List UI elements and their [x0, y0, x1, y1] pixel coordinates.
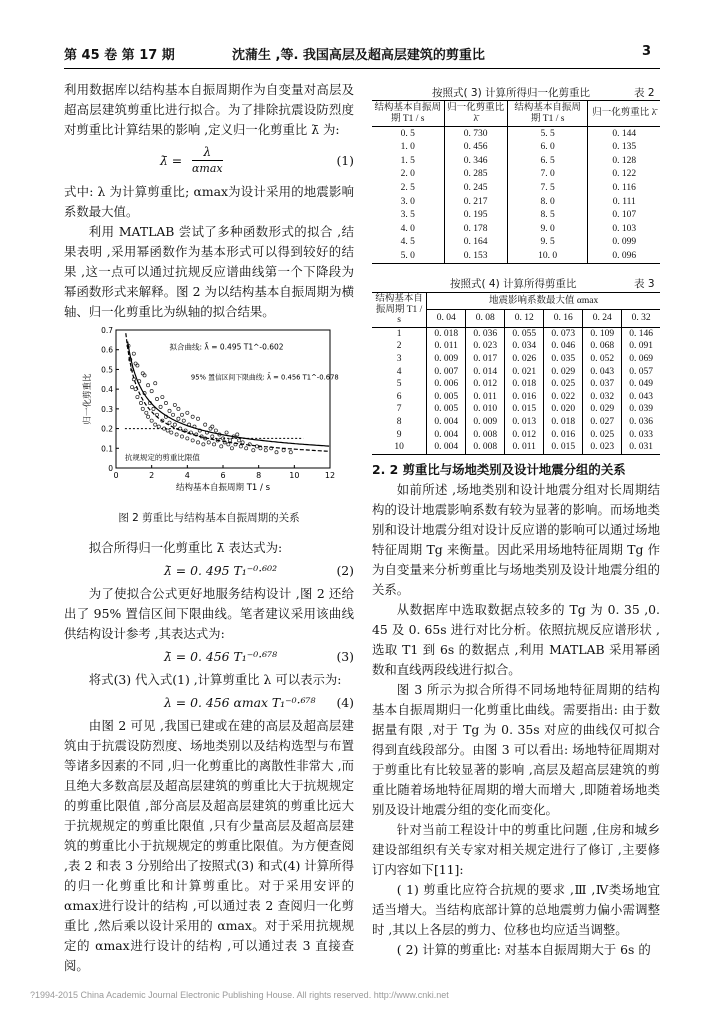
data-point: [209, 427, 212, 430]
x-tick-label: 12: [324, 471, 336, 480]
table-cell: 0. 346: [444, 154, 507, 168]
data-point: [191, 415, 194, 418]
data-point: [159, 405, 162, 408]
table-cell: 0. 122: [612, 169, 637, 180]
table-row: [372, 353, 660, 366]
eq3-expression: λ̄ = 0. 456 T₁⁻⁰·⁶⁷⁸: [164, 649, 278, 664]
table-cell: 0. 005: [427, 391, 466, 404]
table-cell: 1: [372, 327, 427, 340]
table-cell: 0. 016: [544, 429, 583, 442]
table-cell: 0. 011: [505, 441, 544, 454]
table-row: [372, 141, 660, 155]
table-cell: 0. 456: [444, 141, 507, 155]
table-row: [372, 209, 660, 223]
paragraph: 为了使拟合公式更好地服务结构设计 ,图 2 还给出了 95% 置信区间下限曲线。笔者建议采用该曲线供结构设计参考 ,其表达式为:: [64, 586, 354, 641]
table-row: [372, 154, 660, 168]
header-rule: [64, 68, 660, 69]
paragraph: 拟合所得归一化剪重比 λ̄ 表达式为:: [88, 540, 283, 555]
x-tick-label: 4: [184, 471, 190, 480]
data-point: [186, 411, 189, 414]
table-cell: 0. 195: [444, 209, 507, 223]
table-cell: 0. 029: [583, 403, 622, 416]
paragraph: 如前所述 ,场地类别和设计地震分组对长周期结构的设计地震影响系数有较为显著的影响。而场地类别和设计地震分组对设计反应谱的影响可以通过场地特征周期 Tg 来衡量。因此采用场地特征周期 Tg 作为自变量来分析剪重比与场地类别及设计地震分组的关系。: [372, 482, 660, 597]
table-cell: 0. 073: [544, 327, 583, 340]
left-column-bottom: [64, 538, 354, 976]
table-cell: 0. 007: [427, 366, 466, 379]
table-cell: 0. 111: [612, 196, 636, 207]
table-cell: 0. 004: [427, 441, 466, 454]
table-row: [372, 195, 660, 209]
table-cell: 10. 0: [507, 250, 588, 264]
y-tick-label: 0.1: [101, 444, 113, 454]
y-tick-label: 0.3: [101, 404, 113, 414]
data-point: [134, 362, 137, 365]
data-point: [170, 431, 173, 434]
data-point: [132, 352, 135, 355]
data-point: [227, 443, 230, 446]
table-cell: 0. 011: [427, 340, 466, 353]
table-cell: 0. 026: [505, 353, 544, 366]
table-cell: 0. 015: [544, 441, 583, 454]
y-tick-label: 0.5: [101, 365, 113, 375]
table-cell: 0. 099: [612, 237, 637, 248]
data-point: [130, 386, 133, 389]
table-cell: 0. 5: [372, 127, 444, 141]
data-point: [212, 443, 215, 446]
table-cell: 0. 009: [466, 416, 505, 429]
data-point: [186, 437, 189, 440]
y-tick-label: 0.7: [101, 326, 113, 335]
table-cell: 0. 034: [505, 340, 544, 353]
table-cell: 0. 008: [466, 429, 505, 442]
t2-header: 归一化剪重比 λ̄: [444, 101, 507, 127]
running-title: 沈蒲生 ,等. 我国高层及超高层建筑的剪重比: [232, 48, 485, 63]
table-row: [372, 441, 660, 454]
table-cell: 8. 5: [507, 209, 588, 223]
table-2: [372, 100, 660, 264]
t3-header-alpha: 地震影响系数最大值 αmax: [427, 293, 660, 310]
table-cell: 0. 008: [466, 441, 505, 454]
table-row: [372, 416, 660, 429]
data-point: [147, 415, 150, 418]
table-cell: 9. 0: [507, 222, 588, 236]
table-cell: 0. 036: [466, 327, 505, 340]
table-cell: 0. 035: [544, 353, 583, 366]
t3-subheader: 0. 08: [466, 310, 505, 327]
t3-header-period: 结构基本自振周期 T1 / s: [372, 293, 427, 328]
table-row: [372, 327, 660, 340]
table-cell: 0. 009: [427, 353, 466, 366]
figure-caption: 图 2 剪重比与结构基本自振周期的关系: [118, 512, 300, 524]
table-row: [372, 366, 660, 379]
table-cell: 0. 015: [505, 403, 544, 416]
section-heading: 2. 2 剪重比与场地类别及设计地震分组的关系: [372, 462, 626, 477]
table-cell: 1. 0: [372, 141, 444, 155]
table-cell: 3. 0: [372, 195, 444, 209]
table3-body: [372, 327, 660, 454]
table-cell: 0. 068: [583, 340, 622, 353]
data-point: [143, 374, 146, 377]
x-tick-label: 6: [220, 471, 226, 480]
data-point: [191, 439, 194, 442]
data-point: [196, 441, 199, 444]
data-point: [150, 390, 153, 393]
figure-2-chart: [64, 322, 354, 500]
x-tick-label: 2: [149, 471, 155, 480]
data-point: [168, 421, 171, 424]
page-number: 3: [642, 44, 652, 59]
table-cell: 0. 039: [629, 404, 653, 415]
data-point: [275, 451, 278, 454]
table-cell: 5: [372, 378, 427, 391]
data-point: [155, 397, 158, 400]
copyright-footer: ?1994-2015 China Academic Journal Electronic Publishing House. All rights reserved. http://www.cnki.net: [30, 990, 449, 1000]
table-cell: 5. 0: [372, 250, 444, 264]
table-cell: 0. 023: [466, 340, 505, 353]
eq1-number: (1): [336, 153, 354, 168]
data-point: [211, 435, 214, 438]
data-point: [147, 384, 150, 387]
table-cell: 2. 0: [372, 168, 444, 182]
table-row: [372, 222, 660, 236]
table-3: [372, 292, 660, 455]
table-row: [372, 391, 660, 404]
table-row: [372, 236, 660, 250]
table-cell: 0. 128: [612, 155, 637, 166]
data-point: [166, 429, 169, 432]
table-row: [372, 340, 660, 353]
table-cell: 0. 016: [505, 391, 544, 404]
table-cell: 0. 010: [466, 403, 505, 416]
table-cell: 0. 004: [427, 429, 466, 442]
data-point: [175, 433, 178, 436]
paragraph: 针对当前工程设计中的剪重比问题 ,住房和城乡建设部组织有关专家对相关规定进行了修订 ,主要修订内容如下[11]:: [372, 822, 660, 877]
table-cell: 0. 153: [444, 250, 507, 264]
table-row: [372, 429, 660, 442]
t3-subheader: 0. 16: [544, 310, 583, 327]
data-point: [204, 423, 207, 426]
fit-curve: [128, 342, 330, 447]
t3-subheader: 0. 24: [583, 310, 622, 327]
table-cell: 0. 018: [505, 378, 544, 391]
table-cell: 0. 043: [629, 391, 653, 402]
equation-3: [64, 646, 354, 668]
table-cell: 9: [372, 429, 427, 442]
data-point: [202, 443, 205, 446]
data-point: [282, 449, 285, 452]
table3-caption: 按照式( 4) 计算所得剪重比: [450, 278, 577, 290]
paragraph: 将式(3) 代入式(1) ,计算剪重比 λ 可以表示为:: [88, 672, 342, 687]
eq2-expression: λ̄ = 0. 495 T₁⁻⁰·⁶⁰²: [164, 563, 278, 578]
data-point: [164, 401, 167, 404]
table-cell: 0. 018: [544, 416, 583, 429]
y-tick-label: 0.4: [101, 385, 113, 395]
y-tick-label: 0: [108, 464, 113, 473]
table-cell: 8: [372, 416, 427, 429]
y-axis-label: 归一化剪重比: [83, 373, 93, 425]
lower-annotation: 95% 置信区间下限曲线: λ̄ = 0.456 T1^-0.678: [190, 373, 339, 382]
table-cell: 0. 116: [612, 183, 636, 194]
table-cell: 0. 025: [544, 378, 583, 391]
table-cell: 7: [372, 403, 427, 416]
table-cell: 0. 217: [444, 195, 507, 209]
eq4-expression: λ = 0. 456 αmax T₁⁻⁰·⁶⁷⁸: [164, 695, 316, 710]
table-cell: 0. 018: [427, 327, 466, 340]
eq4-number: (4): [336, 695, 354, 710]
eq1-lhs: λ̄ =: [160, 153, 183, 168]
data-point: [177, 407, 180, 410]
table-cell: 2. 5: [372, 182, 444, 196]
table-cell: 0. 057: [629, 366, 653, 377]
equation-2: [64, 560, 354, 582]
data-point: [229, 439, 232, 442]
data-point: [145, 411, 148, 414]
table-cell: 6. 5: [507, 154, 588, 168]
data-point: [136, 395, 139, 398]
table-cell: 0. 055: [505, 327, 544, 340]
table-cell: 0. 020: [544, 403, 583, 416]
eq3-number: (3): [336, 649, 354, 664]
data-point: [154, 382, 157, 385]
t2-header: 结构基本自振周期 T1 / s: [372, 101, 444, 127]
paragraph: ( 1) 剪重比应符合抗规的要求 ,Ⅲ ,Ⅳ类场地宜适当增大。当结构底部计算的总地震剪力偏小需调整时 ,其以上各层的剪力、位移也均应适当调整。: [372, 882, 660, 937]
table-cell: 0. 091: [629, 341, 653, 352]
data-point: [161, 395, 164, 398]
t3-subheader: 0. 04: [427, 310, 466, 327]
data-point: [239, 445, 242, 448]
data-point: [259, 447, 262, 450]
eq1-fraction: [192, 144, 223, 177]
x-tick-label: 8: [256, 471, 262, 480]
data-point: [245, 447, 248, 450]
table-cell: 0. 037: [583, 378, 622, 391]
table-cell: 0. 052: [583, 353, 622, 366]
x-tick-label: 0: [113, 471, 119, 480]
data-point: [154, 423, 157, 426]
table-cell: 0. 017: [466, 353, 505, 366]
data-point: [182, 419, 185, 422]
data-point: [168, 409, 171, 412]
table-cell: 0. 013: [505, 416, 544, 429]
data-point: [289, 451, 292, 454]
table-cell: 0. 023: [583, 441, 622, 454]
table-cell: 5. 5: [507, 127, 588, 141]
table-cell: 0. 043: [583, 366, 622, 379]
table-cell: 4. 0: [372, 222, 444, 236]
table-row: [372, 127, 660, 141]
equation-4: [64, 692, 354, 714]
paragraph: 利用 MATLAB 尝试了多种函数形式的拟合 ,结果表明 ,采用幂函数作为基本形式可以得到较好的结果 ,这一点可以通过抗规反应谱曲线第一个下降段为幂函数形式来解释。图 2 为以结构基本自振周期为横轴、归一化剪重比为纵轴的拟合结果。: [64, 224, 354, 319]
data-point: [237, 439, 240, 442]
table3-label: 表 3: [634, 278, 655, 290]
right-column: [372, 460, 660, 960]
table-cell: 0. 245: [444, 182, 507, 196]
table2-label: 表 2: [634, 87, 655, 99]
table-cell: 0. 164: [444, 236, 507, 250]
table-cell: 2: [372, 340, 427, 353]
table-cell: 0. 027: [583, 416, 622, 429]
data-point: [150, 419, 153, 422]
equation-1: [64, 144, 354, 178]
table-cell: 0. 014: [466, 366, 505, 379]
data-point: [141, 407, 144, 410]
t3-subheader: 0. 12: [505, 310, 544, 327]
table-cell: 3: [372, 353, 427, 366]
table-cell: 0. 049: [629, 379, 653, 390]
table-cell: 0. 005: [427, 403, 466, 416]
data-point: [173, 403, 176, 406]
table-cell: 0. 046: [544, 340, 583, 353]
data-point: [196, 417, 199, 420]
data-point: [180, 435, 183, 438]
table-row: [372, 182, 660, 196]
paragraph: 图 3 所示为拟合所得不同场地特征周期的结构基本自振周期归一化剪重比曲线。需要指出: 由于数据量有限 ,对于 Tg 为 0. 35s 对应的曲线仅可拟合得到直线段部分。由图 3 可以看出: 场地特征周期对于剪重比有比较显著的影响 ,高层及超高层建筑的剪重比随着场地特征周期的增大而增大 ,即随着场地类别及设计地震分组的变化而变化。: [372, 682, 660, 817]
paragraph: 利用数据库以结构基本自振周期作为自变量对高层及超高层建筑剪重比进行拟合。为了排除抗震设防烈度对剪重比计算结果的影响 ,定义归一化剪重比 λ̄ 为:: [64, 82, 354, 137]
table-cell: 6: [372, 391, 427, 404]
data-point: [141, 372, 144, 375]
data-point: [180, 413, 183, 416]
table-cell: 0. 107: [612, 210, 637, 221]
table-cell: 8. 0: [507, 195, 588, 209]
data-point: [211, 425, 214, 428]
table-cell: 10: [372, 441, 427, 454]
table-cell: 0. 033: [629, 429, 653, 440]
data-point: [157, 425, 160, 428]
table-cell: 0. 029: [544, 366, 583, 379]
y-tick-label: 0.2: [101, 424, 113, 434]
paragraph: 式中: λ 为计算剪重比; αmax为设计采用的地震影响系数最大值。: [64, 184, 354, 219]
data-point: [264, 449, 267, 452]
table-cell: 0. 032: [583, 391, 622, 404]
data-point: [225, 431, 228, 434]
paragraph: ( 2) 计算的剪重比: 对基本自振周期大于 6s 的: [396, 942, 651, 957]
t2-header: 归一化剪重比 λ̄: [592, 108, 657, 119]
paragraph: 从数据库中选取数据点较多的 Tg 为 0. 35 ,0. 45 及 0. 65s 进行对比分析。依照抗规反应谱形状 ,选取 T1 到 6s 的数据点 ,利用 MATLAB 采用幂函数和直线两段线进行拟合。: [372, 602, 660, 677]
data-point: [214, 429, 217, 432]
table-row: [372, 378, 660, 391]
data-point: [236, 433, 239, 436]
t3-subheader: 0. 32: [631, 313, 651, 324]
fit-annotation: 拟合曲线: λ̄ = 0.495 T1^-0.602: [169, 342, 284, 352]
x-tick-label: 10: [289, 471, 300, 480]
left-column-top: [64, 80, 354, 322]
table-row: [372, 168, 660, 182]
table-cell: 0. 036: [629, 416, 653, 427]
x-axis-label: 结构基本自振周期 T1 / s: [176, 483, 270, 493]
table-cell: 0. 146: [629, 328, 653, 339]
data-point: [173, 423, 176, 426]
table-cell: 0. 178: [444, 222, 507, 236]
table-cell: 0. 730: [444, 127, 507, 141]
table-cell: 0. 103: [612, 223, 637, 234]
table2-caption: 按照式( 3) 计算所得归一化剪重比: [432, 87, 591, 99]
table-cell: 0. 031: [629, 442, 653, 453]
eq1-denominator: αmax: [192, 162, 223, 175]
table-row: [372, 403, 660, 416]
table-cell: 6. 0: [507, 141, 588, 155]
data-point: [171, 413, 174, 416]
table-cell: 1. 5: [372, 154, 444, 168]
table-cell: 3. 5: [372, 209, 444, 223]
table-cell: 0. 021: [505, 366, 544, 379]
paragraph: 由图 2 可见 ,我国已建或在建的高层及超高层建筑由于抗震设防烈度、场地类别以及结构选型与布置等诸多因素的不同 ,归一化剪重比的离散性非常大 ,而且绝大多数高层及超高层建筑的剪重比大于抗规规定的剪重比限值 ,部分高层及超高层建筑的剪重比远大于抗规规定的剪重比限值 ,只有少量高层及超高层建筑的剪重比小于抗规规定的剪重比限值。为方便查阅 ,表 2 和表 3 分别给出了按照式(3) 和式(4) 计算所得的归一化剪重比和计算剪重比。对于采用安评的 αmax进行设计的结构 ,可以通过表 2 查阅归一化剪重比 ,然后乘以设计采用的 αmax。对于采用抗规规定的 αmax进行设计的结构 ,可以通过表 3 直接查阅。: [64, 718, 354, 973]
data-point: [136, 364, 139, 367]
eq2-number: (2): [336, 563, 354, 578]
table-cell: 0. 135: [612, 142, 637, 153]
table-cell: 0. 004: [427, 416, 466, 429]
y-tick-label: 0.6: [101, 345, 113, 355]
journal-issue: 第 45 卷 第 17 期: [64, 48, 175, 63]
table-cell: 0. 144: [612, 128, 637, 139]
table-cell: 7. 0: [507, 168, 588, 182]
code-annotation: 抗规规定的剪重比限值: [124, 453, 200, 463]
t2-header: 结构基本自振周期 T1 / s: [507, 101, 588, 127]
table-cell: 0. 025: [583, 429, 622, 442]
table-cell: 0. 069: [629, 353, 653, 364]
table-row: [372, 250, 660, 264]
data-point: [177, 417, 180, 420]
table-cell: 0. 012: [505, 429, 544, 442]
table-cell: 0. 006: [427, 378, 466, 391]
table-cell: 0. 012: [466, 378, 505, 391]
data-point: [152, 407, 155, 410]
data-point: [230, 447, 233, 450]
table2-body: [372, 127, 660, 264]
table-cell: 7. 5: [507, 182, 588, 196]
eq1-numerator: λ: [192, 144, 223, 161]
data-point: [220, 445, 223, 448]
table-cell: 0. 011: [466, 391, 505, 404]
data-point: [207, 441, 210, 444]
data-point: [252, 449, 255, 452]
table-cell: 4. 5: [372, 236, 444, 250]
table-cell: 4: [372, 366, 427, 379]
table-cell: 0. 109: [583, 327, 622, 340]
table-cell: 0. 285: [444, 168, 507, 182]
data-point: [139, 401, 142, 404]
table-cell: 0. 096: [612, 251, 637, 262]
table-cell: 9. 5: [507, 236, 588, 250]
table-cell: 0. 022: [544, 391, 583, 404]
